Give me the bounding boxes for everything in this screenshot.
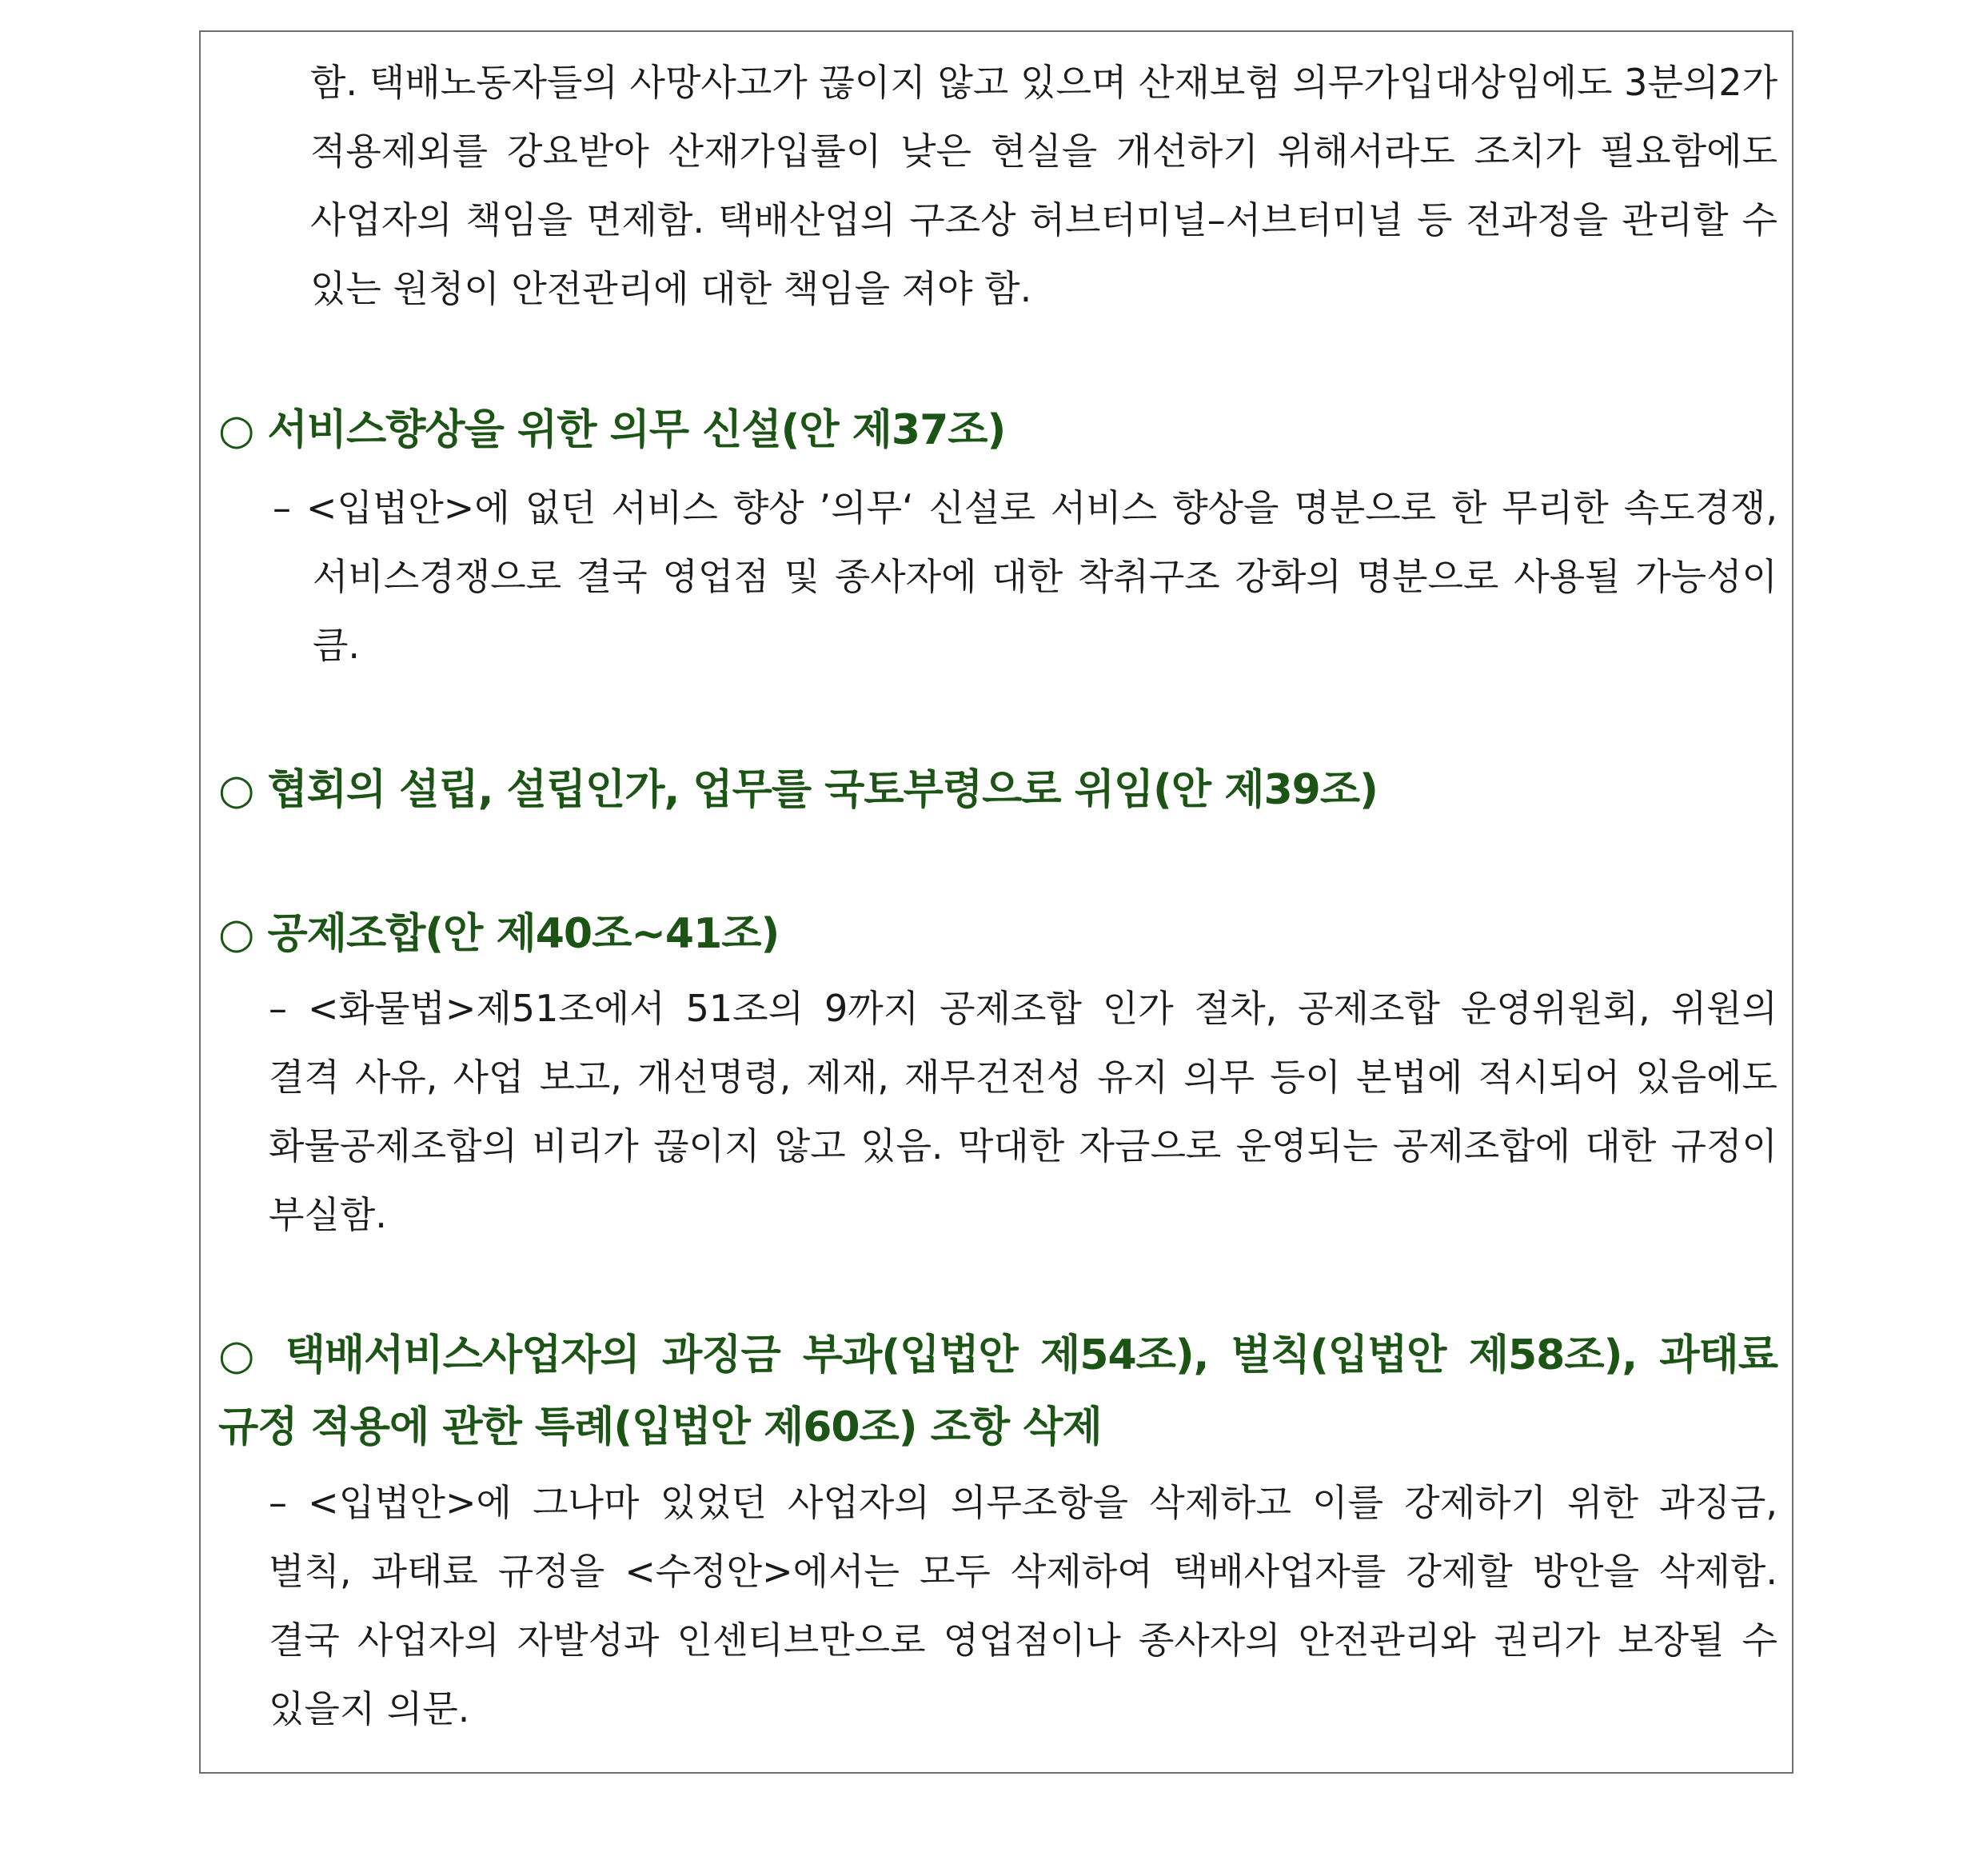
section-body-penalty-deletion: – <입법안>에 그나마 있었던 사업자의 의무조항을 삭제하고 이를 강제하기 위한 과징금, 벌칙, 과태료 규정을 <수정안>에서는 모두 삭제하여 택배사업자를 강제할 방안을 삭제함. 결국 사업자의 자발성과 인센티브만으로 영업점이나 종사자의 안전관리와 권리가 보장될 수 있을지 의문. [269, 1481, 1778, 1730]
section-body-service-duty: – <입법안>에 없던 서비스 향상 ’의무‘ 신설로 서비스 향상을 명분으로 한 무리한 속도경쟁, 서비스경쟁으로 결국 영업점 및 종사자에 대한 착취구조 강화의 명분으로 사용될 가능성이 큼. [273, 486, 1778, 667]
document-frame [199, 30, 1793, 1774]
section-heading-mutual-aid: ○ 공제조합(안 제40조~41조) [218, 910, 780, 958]
section-body-mutual-aid: – <화물법>제51조에서 51조의 9까지 공제조합 인가 절차, 공제조합 운영위원회, 위원의 결격 사유, 사업 보고, 개선명령, 제재, 재무건전성 유지 의무 등이 본법에 적시되어 있음에도 화물공제조합의 비리가 끊이지 않고 있음. 막대한 자금으로 운영되는 공제조합에 대한 규정이 부실함. [269, 987, 1778, 1236]
section-heading-service-duty: ○ 서비스향상을 위한 의무 신설(안 제37조) [218, 406, 1006, 454]
section-heading-penalty-deletion: ○ 택배서비스사업자의 과징금 부과(입법안 제54조), 벌칙(입법안 제58조), 과태료 규정 적용에 관한 특례(입법안 제60조) 조항 삭제 [218, 1331, 1778, 1451]
intro-paragraph: 함. 택배노동자들의 사망사고가 끊이지 않고 있으며 산재보험 의무가입대상임에도 3분의2가 적용제외를 강요받아 산재가입률이 낮은 현실을 개선하기 위해서라도 조치가 필요함에도 사업자의 책임을 면제함. 택배산업의 구조상 허브터미널–서브터미널 등 전과정을 관리할 수 있는 원청이 안전관리에 대한 책임을 져야 함. [310, 61, 1778, 310]
section-heading-association: ○ 협회의 설립, 설립인가, 업무를 국토부령으로 위임(안 제39조) [218, 766, 1378, 814]
